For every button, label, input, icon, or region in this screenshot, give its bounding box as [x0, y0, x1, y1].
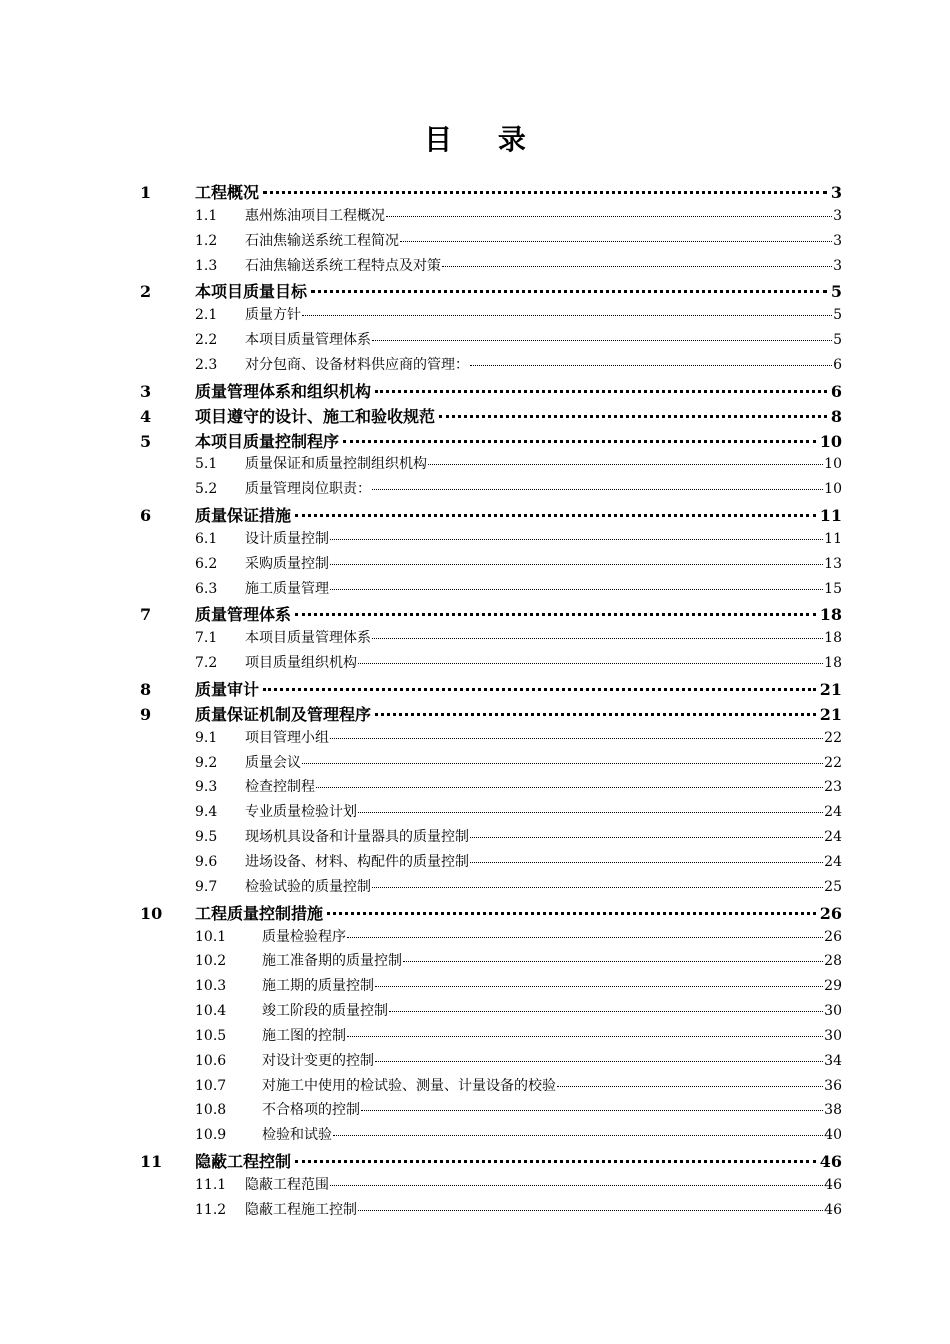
toc-section-entry[interactable]: [140, 752, 842, 774]
toc-entry-number: 10.6: [195, 1052, 227, 1069]
toc-entry-title: 隐蔽工程施工控制: [245, 1201, 357, 1218]
toc-dot-leader: [343, 440, 816, 443]
toc-dot-leader: [330, 1185, 823, 1186]
toc-section-entry[interactable]: [140, 230, 842, 252]
toc-page-number: 10: [819, 431, 842, 451]
toc-dot-leader: [295, 1160, 816, 1163]
toc-page-number: 29: [824, 978, 842, 995]
toc-page-number: 22: [824, 729, 842, 746]
toc-entry-title: 本项目质量控制程序: [195, 431, 340, 451]
toc-page-number: 24: [824, 829, 842, 846]
toc-dot-leader: [330, 539, 823, 540]
toc-section-entry[interactable]: [140, 926, 842, 948]
toc-entry-number: 10.8: [195, 1102, 227, 1119]
toc-page-number: 10: [824, 481, 842, 498]
toc-dot-leader: [557, 1086, 823, 1087]
toc-entry-title: 施工质量管理: [245, 580, 329, 597]
toc-page-number: 5: [830, 282, 842, 302]
toc-entry-title: 采购质量控制: [245, 555, 329, 572]
toc-section-entry[interactable]: [140, 354, 842, 376]
toc-dot-leader: [302, 315, 832, 316]
toc-entry-title: 质量管理体系和组织机构: [195, 381, 372, 401]
toc-dot-leader: [428, 464, 823, 465]
toc-entry-number: 2: [140, 282, 152, 302]
toc-dot-leader: [358, 663, 823, 664]
toc-entry-title: 隐蔽工程控制: [195, 1152, 292, 1172]
toc-dot-leader: [263, 191, 827, 194]
toc-page-number: 15: [824, 580, 842, 597]
toc-chapter-entry[interactable]: [140, 901, 842, 925]
toc-dot-leader: [330, 589, 823, 590]
toc-entry-title: 不合格项的控制: [262, 1102, 360, 1119]
toc-entry-number: 3: [140, 381, 152, 401]
toc-section-entry[interactable]: [140, 975, 842, 997]
toc-dot-leader: [389, 1011, 823, 1012]
toc-dot-leader: [439, 415, 827, 418]
toc-entry-title: 质量检验程序: [262, 928, 346, 945]
toc-chapter-entry[interactable]: [140, 429, 842, 453]
toc-section-entry[interactable]: [140, 255, 842, 277]
toc-entry-title: 对设计变更的控制: [262, 1052, 374, 1069]
toc-section-entry[interactable]: [140, 1174, 842, 1196]
toc-entry-number: 7: [140, 605, 152, 625]
toc-entry-title: 对施工中使用的检试验、测量、计量设备的校验: [262, 1077, 556, 1094]
toc-entry-number: 6.2: [195, 555, 218, 572]
toc-chapter-entry[interactable]: [140, 503, 842, 527]
toc-page-number: 5: [833, 332, 842, 349]
toc-page-number: 11: [824, 530, 842, 547]
toc-dot-leader: [470, 862, 823, 863]
toc-page-number: 46: [819, 1152, 842, 1172]
toc-dot-leader: [330, 564, 823, 565]
toc-entry-title: 石油焦输送系统工程特点及对策: [245, 257, 441, 274]
toc-entry-title: 质量保证措施: [195, 506, 292, 526]
toc-page-number: 25: [824, 878, 842, 895]
toc-section-entry[interactable]: [140, 627, 842, 649]
toc-entry-number: 2.2: [195, 332, 218, 349]
toc-entry-title: 项目质量组织机构: [245, 655, 357, 672]
toc-section-entry[interactable]: [140, 528, 842, 550]
toc-page-number: 18: [819, 605, 842, 625]
toc-entry-number: 10: [140, 903, 163, 923]
toc-entry-number: 10.4: [195, 1003, 227, 1020]
toc-entry-number: 5.2: [195, 481, 218, 498]
toc-entry-number: 9.6: [195, 853, 218, 870]
toc-entry-number: 10.2: [195, 953, 227, 970]
toc-entry-number: 9.1: [195, 729, 218, 746]
toc-page-number: 18: [824, 630, 842, 647]
toc-dot-leader: [470, 365, 832, 366]
toc-entry-title: 隐蔽工程范围: [245, 1177, 329, 1193]
toc-dot-leader: [311, 290, 827, 293]
toc-dot-leader: [358, 1210, 823, 1211]
toc-entry-number: 8: [140, 680, 152, 699]
toc-entry-title: 项目管理小组: [245, 729, 329, 746]
toc-entry-number: 11: [140, 1152, 163, 1172]
toc-page-number: 18: [824, 655, 842, 672]
toc-entry-number: 1: [140, 183, 152, 202]
toc-entry-title: 检验试验的质量控制: [245, 878, 371, 895]
toc-page-number: 46: [824, 1201, 842, 1218]
toc-entry-number: 7.1: [195, 630, 218, 647]
toc-entry-number: 10.3: [195, 978, 227, 995]
toc-entry-title: 检查控制程: [245, 779, 315, 796]
toc-dot-leader: [386, 216, 832, 217]
toc-dot-leader: [372, 340, 832, 341]
toc-entry-number: 1.1: [195, 207, 218, 224]
toc-chapter-entry[interactable]: [140, 379, 842, 403]
toc-dot-leader: [375, 713, 816, 716]
toc-dot-leader: [333, 1135, 823, 1136]
toc-entry-title: 本项目质量目标: [195, 282, 308, 302]
toc-section-entry[interactable]: [140, 1199, 842, 1221]
toc-entry-title: 项目遵守的设计、施工和验收规范: [195, 406, 436, 426]
toc-section-entry[interactable]: [140, 851, 842, 873]
toc-section-entry[interactable]: [140, 1124, 842, 1146]
toc-page-number: 24: [824, 804, 842, 821]
toc-entry-number: 6: [140, 506, 152, 526]
toc-chapter-entry[interactable]: [140, 602, 842, 626]
toc-chapter-entry[interactable]: [140, 677, 842, 701]
toc-entry-title: 对分包商、设备材料供应商的管理：: [245, 356, 469, 373]
toc-entry-title: 石油焦输送系统工程简况: [245, 232, 399, 249]
toc-section-entry[interactable]: [140, 553, 842, 575]
toc-page-number: 11: [819, 506, 842, 526]
toc-dot-leader: [295, 613, 816, 616]
toc-dot-leader: [375, 390, 827, 393]
toc-chapter-entry[interactable]: [140, 180, 842, 204]
toc-entry-number: 10.1: [195, 928, 227, 945]
toc-dot-leader: [372, 887, 823, 888]
toc-entry-number: 2.3: [195, 356, 218, 373]
toc-page-number: 24: [824, 853, 842, 870]
toc-entry-title: 施工准备期的质量控制: [262, 953, 402, 970]
toc-section-entry[interactable]: [140, 652, 842, 674]
toc-entry-title: 质量方针: [245, 307, 301, 324]
toc-entry-number: 4: [140, 406, 152, 426]
toc-section-entry[interactable]: [140, 950, 842, 972]
toc-page-number: 46: [824, 1177, 842, 1193]
toc-entry-title: 工程概况: [195, 183, 260, 202]
toc-entry-number: 9: [140, 704, 152, 724]
toc-section-entry[interactable]: [140, 578, 842, 600]
toc-dot-leader: [302, 763, 823, 764]
toc-entry-title: 本项目质量管理体系: [245, 630, 371, 647]
toc-page-number: 30: [824, 1027, 842, 1044]
toc-entry-title: 施工图的控制: [262, 1027, 346, 1044]
toc-page-number: 38: [824, 1102, 842, 1119]
toc-entry-number: 1.3: [195, 257, 218, 274]
toc-dot-leader: [358, 812, 823, 813]
toc-entry-number: 5.1: [195, 456, 218, 473]
toc-entry-title: 专业质量检验计划: [245, 804, 357, 821]
toc-page-number: 22: [824, 754, 842, 771]
toc-dot-leader: [442, 266, 832, 267]
toc-section-entry[interactable]: [140, 453, 842, 475]
toc-entry-number: 11.1: [195, 1177, 227, 1193]
toc-dot-leader: [347, 1036, 823, 1037]
toc-title: 目 录: [424, 123, 544, 156]
toc-dot-leader: [403, 961, 823, 962]
toc-dot-leader: [361, 1110, 823, 1111]
toc-page-number: 26: [819, 903, 842, 923]
toc-page-number: 21: [819, 680, 842, 699]
toc-entry-title: 进场设备、材料、构配件的质量控制: [245, 853, 469, 870]
toc-section-entry[interactable]: [140, 826, 842, 848]
toc-entry-title: 施工期的质量控制: [262, 978, 374, 995]
toc-dot-leader: [347, 937, 823, 938]
toc-dot-leader: [375, 986, 823, 987]
toc-entry-number: 7.2: [195, 655, 218, 672]
toc-page-number: 6: [833, 356, 842, 373]
toc-chapter-entry[interactable]: [140, 1149, 842, 1173]
toc-entry-title: 现场机具设备和计量器具的质量控制: [245, 829, 469, 846]
toc-page-number: 3: [833, 207, 842, 224]
toc-entry-title: 质量保证机制及管理程序: [195, 704, 372, 724]
toc-section-entry[interactable]: [140, 1099, 842, 1121]
toc-chapter-entry[interactable]: [140, 404, 842, 428]
toc-page-number: 26: [824, 928, 842, 945]
toc-page-number: 13: [824, 555, 842, 572]
toc-entry-title: 检验和试验: [262, 1127, 332, 1144]
toc-dot-leader: [400, 241, 832, 242]
toc-section-entry[interactable]: [140, 801, 842, 823]
toc-entry-number: 10.9: [195, 1127, 227, 1144]
toc-page-number: 10: [824, 456, 842, 473]
toc-entry-number: 6.1: [195, 530, 218, 547]
toc-entry-number: 6.3: [195, 580, 218, 597]
toc-entry-title: 工程质量控制措施: [195, 903, 324, 923]
toc-entry-title: 质量保证和质量控制组织机构: [245, 456, 427, 473]
toc-dot-leader: [375, 1061, 823, 1062]
toc-chapter-entry[interactable]: [140, 702, 842, 726]
toc-entry-number: 1.2: [195, 232, 218, 249]
toc-section-entry[interactable]: [140, 304, 842, 326]
toc-page-number: 30: [824, 1003, 842, 1020]
toc-entry-number: 11.2: [195, 1201, 227, 1218]
toc-section-entry[interactable]: [140, 1075, 842, 1097]
toc-entry-title: 质量会议: [245, 754, 301, 771]
toc-page-number: 5: [833, 307, 842, 324]
toc-dot-leader: [372, 638, 823, 639]
toc-entry-number: 10.5: [195, 1027, 227, 1044]
toc-page-number: 23: [824, 779, 842, 796]
toc-entry-title: 质量管理体系: [195, 605, 292, 625]
toc-page-number: 21: [819, 704, 842, 724]
toc-entry-title: 惠州炼油项目工程概况: [245, 207, 385, 224]
toc-section-entry[interactable]: [140, 478, 842, 500]
toc-entry-number: 9.4: [195, 804, 218, 821]
toc-page-number: 8: [830, 406, 842, 426]
toc-section-entry[interactable]: [140, 329, 842, 351]
toc-entry-number: 5: [140, 431, 152, 451]
toc-chapter-entry[interactable]: [140, 279, 842, 303]
toc-entry-number: 9.7: [195, 878, 218, 895]
toc-page-number: 34: [824, 1052, 842, 1069]
toc-section-entry[interactable]: [140, 1050, 842, 1072]
toc-page-number: 28: [824, 953, 842, 970]
toc-entry-number: 2.1: [195, 307, 218, 324]
toc-entry-title: 设计质量控制: [245, 530, 329, 547]
toc-page-number: 40: [824, 1127, 842, 1144]
toc-entry-number: 10.7: [195, 1077, 227, 1094]
toc-entry-title: 质量审计: [195, 680, 260, 699]
toc-dot-leader: [330, 738, 823, 739]
toc-section-entry[interactable]: [140, 205, 842, 227]
toc-entry-number: 9.5: [195, 829, 218, 846]
toc-page-number: 36: [824, 1077, 842, 1094]
toc-entry-number: 9.2: [195, 754, 218, 771]
toc-dot-leader: [263, 688, 816, 691]
toc-entry-title: 竣工阶段的质量控制: [262, 1003, 388, 1020]
toc-entry-title: 质量管理岗位职责：: [245, 481, 371, 498]
toc-section-entry[interactable]: [140, 1000, 842, 1022]
toc-entry-title: 本项目质量管理体系: [245, 332, 371, 349]
toc-section-entry[interactable]: [140, 727, 842, 749]
toc-dot-leader: [316, 787, 823, 788]
toc-page-number: 6: [830, 381, 842, 401]
toc-section-entry[interactable]: [140, 776, 842, 798]
toc-page-number: 3: [833, 257, 842, 274]
toc-section-entry[interactable]: [140, 876, 842, 898]
toc-dot-leader: [295, 514, 816, 517]
toc-entry-number: 9.3: [195, 779, 218, 796]
toc-dot-leader: [327, 912, 816, 915]
toc-dot-leader: [372, 489, 823, 490]
toc-section-entry[interactable]: [140, 1025, 842, 1047]
toc-page-number: 3: [830, 183, 842, 202]
toc-page-number: 3: [833, 232, 842, 249]
toc-dot-leader: [470, 837, 823, 838]
